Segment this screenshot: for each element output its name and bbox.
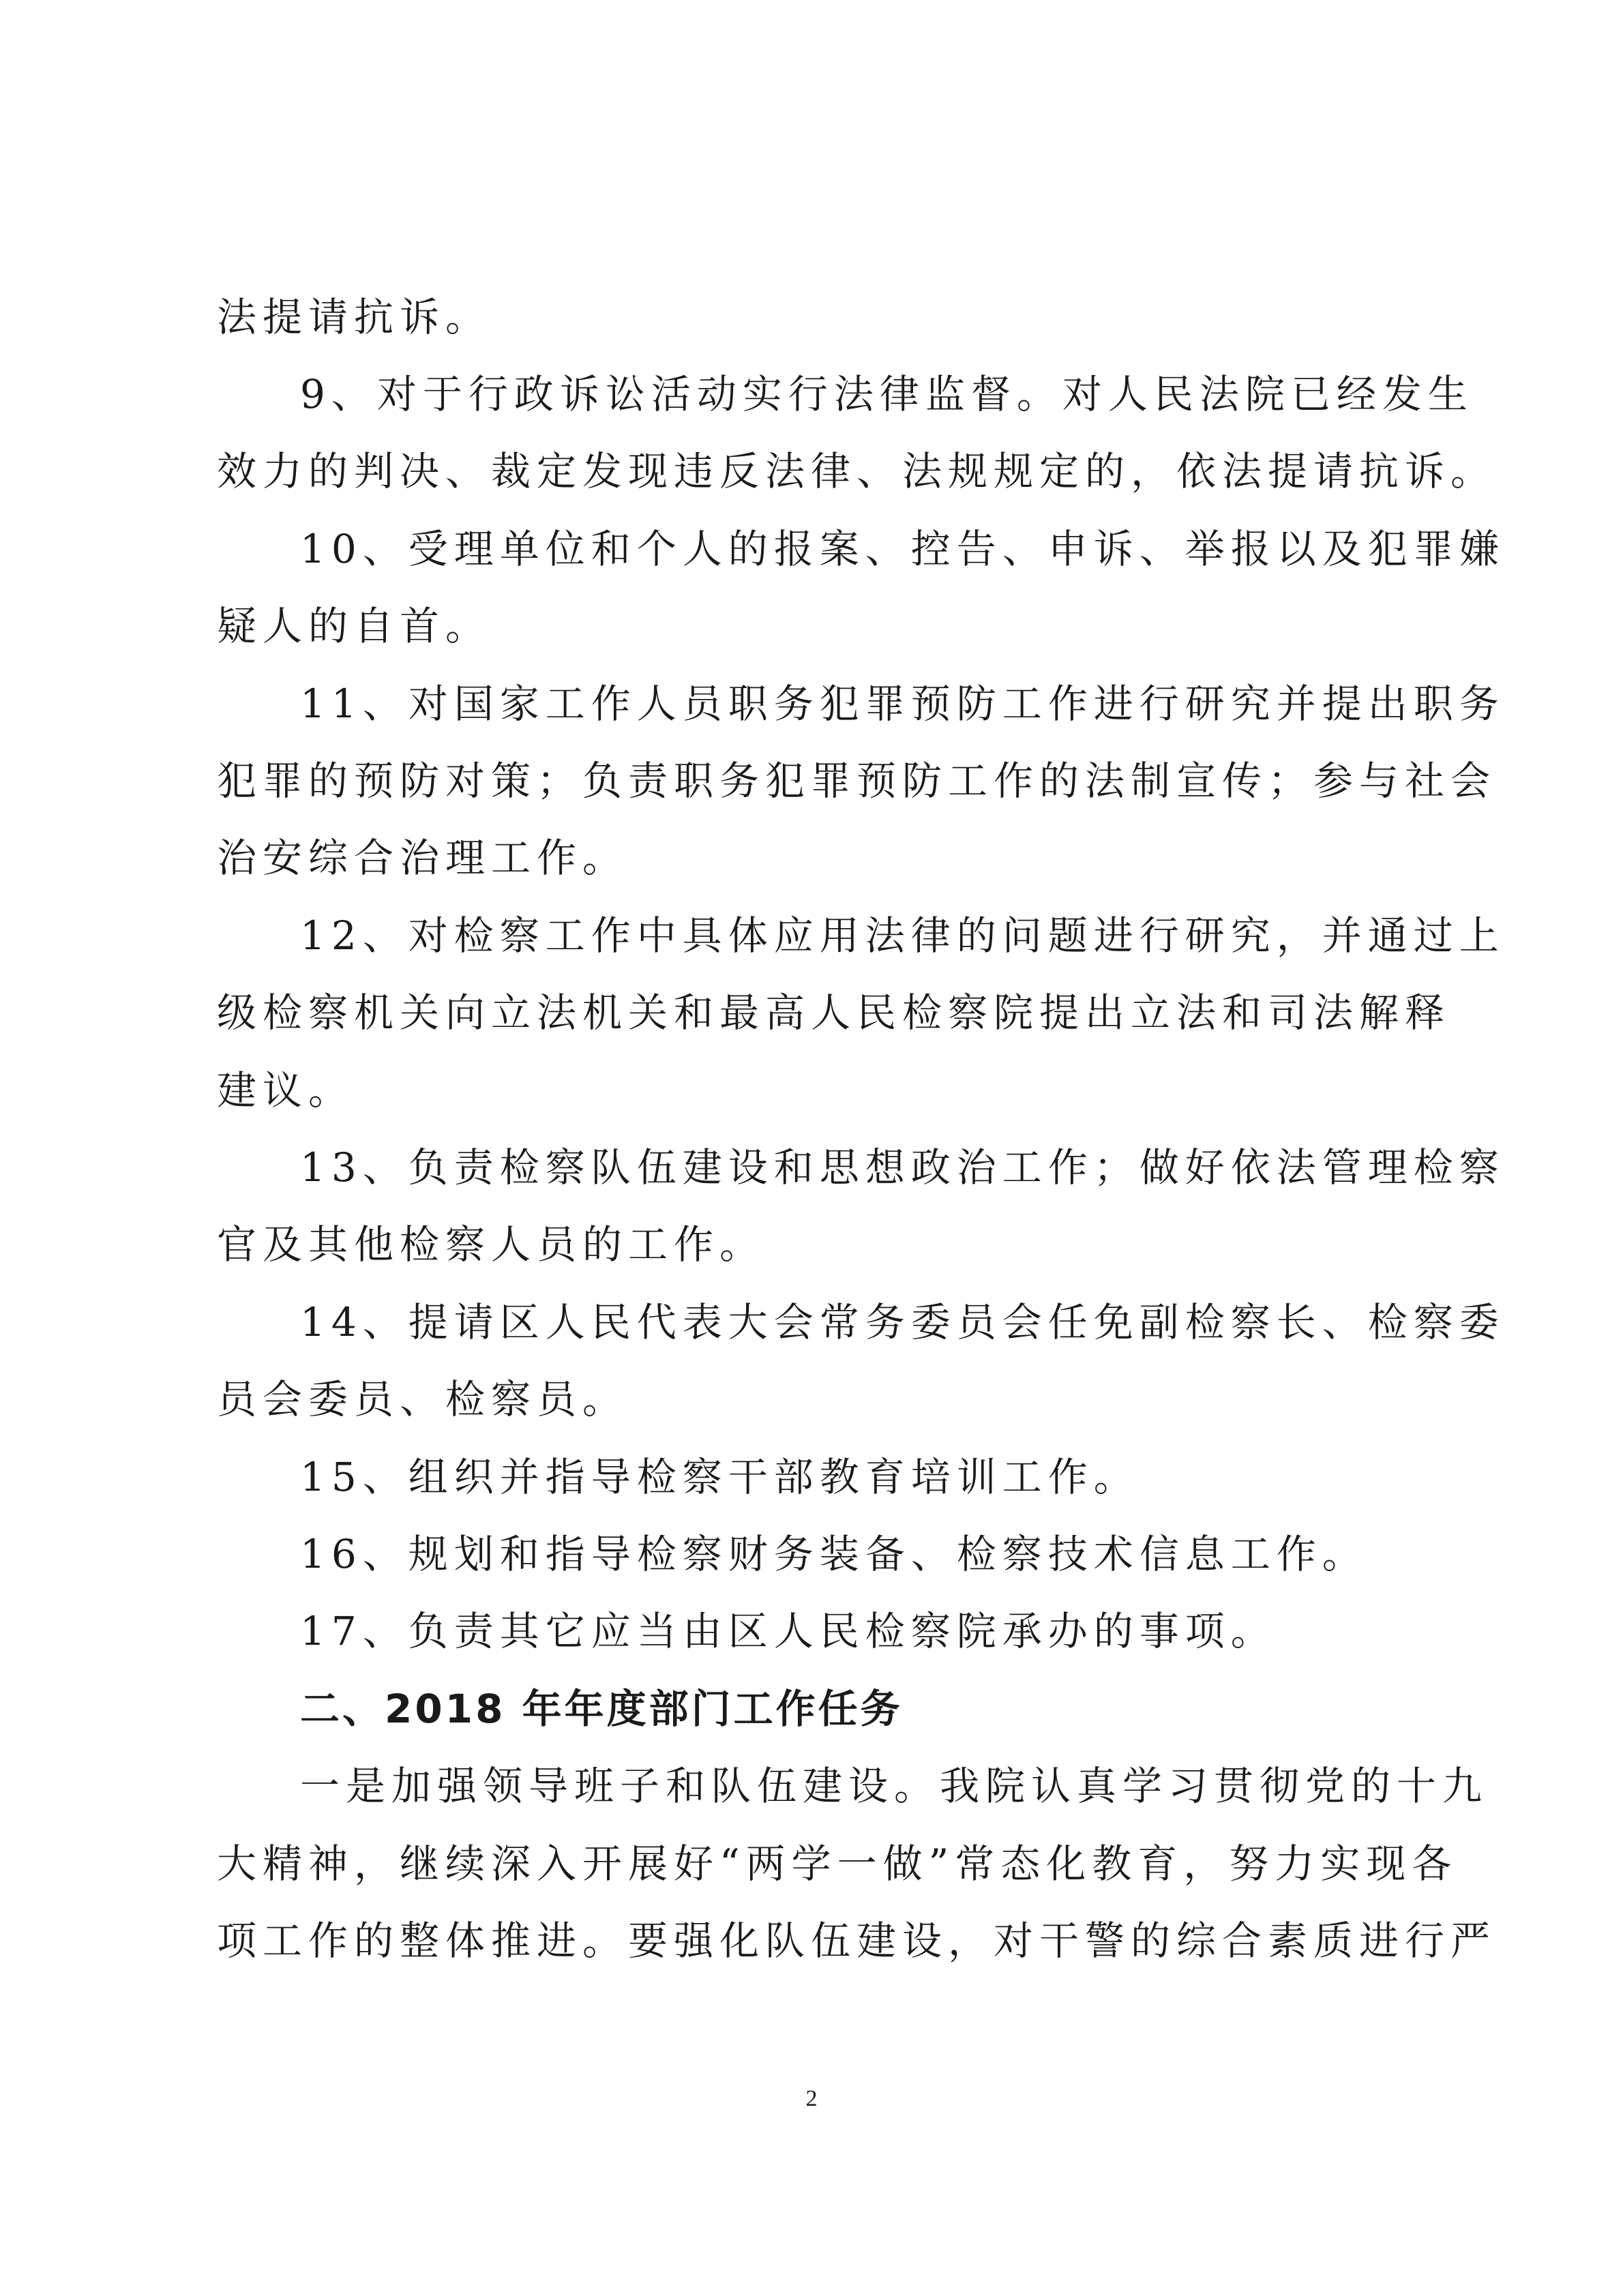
text-line: 建议。 <box>217 1067 355 1114</box>
text-line: 法提请抗诉。 <box>217 294 492 340</box>
text-line: 项工作的整体推进。要强化队伍建设，对干警的综合素质进行严 <box>217 1918 1497 1964</box>
text-line: 官及其他检察人员的工作。 <box>217 1221 766 1268</box>
text-line: 大精神，继续深入开展好“两学一做”常态化教育，努力实现各 <box>217 1840 1458 1887</box>
text-line: 一是加强领导班子和队伍建设。我院认真学习贯彻党的十九 <box>300 1763 1489 1809</box>
text-line: 17、负责其它应当由区人民检察院承办的事项。 <box>300 1608 1277 1654</box>
text-line: 效力的判决、裁定发现违反法律、法规规定的，依法提请抗诉。 <box>217 448 1497 494</box>
text-line: 犯罪的预防对策；负责职务犯罪预防工作的法制宣传；参与社会 <box>217 758 1497 804</box>
text-line: 15、组织并指导检察干部教育培训工作。 <box>300 1454 1140 1500</box>
section-heading: 二、2018 年年度部门工作任务 <box>300 1686 903 1732</box>
text-line: 11、对国家工作人员职务犯罪预防工作进行研究并提出职务 <box>300 681 1505 727</box>
text-line: 员会委员、检察员。 <box>217 1376 629 1422</box>
text-line: 12、对检察工作中具体应用法律的问题进行研究，并通过上 <box>300 912 1505 959</box>
text-line: 9、对于行政诉讼活动实行法律监督。对人民法院已经发生 <box>300 371 1474 417</box>
text-line: 级检察机关向立法机关和最高人民检察院提出立法和司法解释 <box>217 989 1451 1036</box>
text-line: 13、负责检察队伍建设和思想政治工作；做好依法管理检察 <box>300 1144 1505 1191</box>
page-number: 2 <box>805 2086 818 2111</box>
text-line: 14、提请区人民代表大会常务委员会任免副检察长、检察委 <box>300 1299 1505 1345</box>
text-line: 疑人的自首。 <box>217 603 492 649</box>
text-line: 10、受理单位和个人的报案、控告、申诉、举报以及犯罪嫌 <box>300 526 1505 572</box>
text-line: 16、规划和指导检察财务装备、检察技术信息工作。 <box>300 1531 1368 1577</box>
text-line: 治安综合治理工作。 <box>217 835 629 881</box>
